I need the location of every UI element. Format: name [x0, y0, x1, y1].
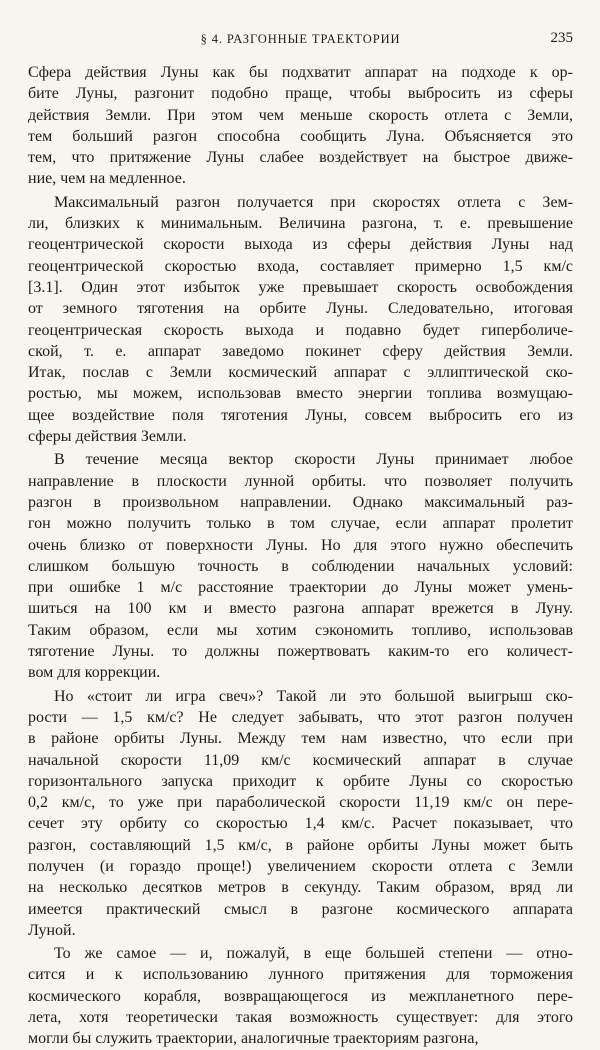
text-line: тяготение Луны. то должны пожертвовать каким-то его количест- [28, 643, 573, 661]
text-line: гон можно получить только в том случае, если аппарат пролетит [28, 515, 573, 533]
text-line: сится и к использованию лунного притяжения для торможения [28, 966, 573, 984]
paragraph [28, 192, 573, 448]
text-line: вом для коррекции. [28, 664, 161, 682]
text-line: очень близко от поверхности Луны. Но для этого нужно обеспечить [28, 536, 573, 554]
text-line: Сфера действия Луны как бы подхватит аппарат на подходе к ор- [28, 64, 573, 81]
text-line: бите Луны, разгонит подобно праще, чтобы выбросить из сферы [28, 85, 573, 103]
text-line: ростью, мы можем, использовав вместо энергии топлива возмущаю- [28, 385, 573, 403]
text-line: щее воздействие поля тяготения Луны, совсем выбросить его из [28, 406, 573, 424]
text-line: ние, чем на медленное. [28, 170, 186, 188]
text-line: начальной скорости 11,09 км/с космический аппарат в случае [28, 751, 573, 769]
text-line: геоцентрической скорости выхода из сферы действия Луны над [28, 236, 573, 254]
text-line: Максимальный разгон получается при скоростях отлета с Зем- [54, 193, 573, 211]
text-line: горизонтального запуска приходит к орбите Луны со скоростью [28, 772, 573, 790]
text-line: тем, что притяжение Луны слабее воздействует на быстрое движе- [28, 149, 573, 167]
text-line: ли, близких к минимальным. Величина разгона, т. е. превышение [28, 215, 573, 233]
text-line: на несколько десятков метров в секунду. Таким образом, вряд ли [28, 879, 573, 897]
text-line: разгон, составляющий 1,5 км/с, в районе орбиты Луны может быть [28, 836, 573, 854]
running-header [28, 28, 573, 58]
paragraph [28, 449, 573, 683]
paragraph [28, 686, 573, 942]
text-line: рости — 1,5 км/с? Не следует забывать, что этот разгон получен [28, 708, 573, 726]
text-line: В течение месяца вектор скорости Луны принимает любое [54, 451, 573, 469]
book-page [28, 28, 573, 1048]
text-line: сферы действия Земли. [28, 428, 187, 446]
text-line: геоцентрическая скорость выхода и подавно будет гиперболиче- [28, 321, 573, 339]
text-line: от земного тяготения на орбите Луны. Следовательно, итоговая [28, 300, 573, 318]
text-line: Итак, послав с Земли космический аппарат с эллиптической ско- [28, 364, 573, 382]
text-line: в районе орбиты Луны. Между тем нам известно, что если при [28, 730, 573, 748]
text-line: 0,2 км/с, то уже при параболической скорости 11,19 км/с он пере- [28, 794, 573, 812]
text-line: имеется практический смысл в разгоне космического аппарата [28, 900, 573, 918]
page-number: 235 [550, 30, 573, 46]
text-line: разгон в произвольном направлении. Однако максимальный раз- [28, 493, 573, 511]
text-line: лета, хотя теоретически такая возможность существует: для этого [28, 1009, 573, 1027]
text-line: действия Земли. При этом чем меньше скорость отлета с Земли, [28, 106, 573, 124]
text-line: слишком большую точность в соблюдении начальных условий: [28, 557, 573, 575]
section-title: § 4. РАЗГОННЫЕ ТРАЕКТОРИИ [200, 32, 401, 46]
paragraph [28, 62, 573, 190]
text-line: геоцентрической скоростью входа, составляет примерно 1,5 км/с [28, 257, 573, 275]
text-line: тем больший разгон способна сообщить Луна. Объясняется это [28, 127, 573, 145]
body-text [28, 62, 573, 1050]
text-line: Луной. [28, 921, 76, 939]
text-line: космического корабля, возвращающегося из межпланетного пере- [28, 987, 573, 1005]
text-line: То же самое — и, пожалуй, в еще большей степени — отно- [54, 945, 573, 963]
text-line: Но «стоит ли игра свеч»? Такой ли это большой выигрыш ско- [54, 687, 573, 705]
text-line: могли бы служить траектории, аналогичные траекториям разгона, [28, 1030, 479, 1048]
text-line: [3.1]. Один этот избыток уже превышает скорость освобождения [28, 278, 573, 296]
text-line: Таким образом, если мы хотим сэкономить топливо, использовав [28, 621, 573, 639]
text-line: получен (и гораздо проще!) увеличением скорости отлета с Земли [28, 857, 573, 875]
paragraph [28, 943, 573, 1049]
text-line: шиться на 100 км и вместо разгона аппарат врежется в Луну. [28, 600, 573, 618]
text-line: направление в плоскости лунной орбиты. что позволяет получить [28, 472, 573, 490]
text-line: сечет эту орбиту со скоростью 1,4 км/с. Расчет показывает, что [28, 815, 573, 833]
text-line: при ошибке 1 м/с расстояние траектории до Луны может умень- [28, 579, 573, 597]
text-line: ской, т. е. аппарат заведомо покинет сферу действия Земли. [28, 342, 573, 360]
